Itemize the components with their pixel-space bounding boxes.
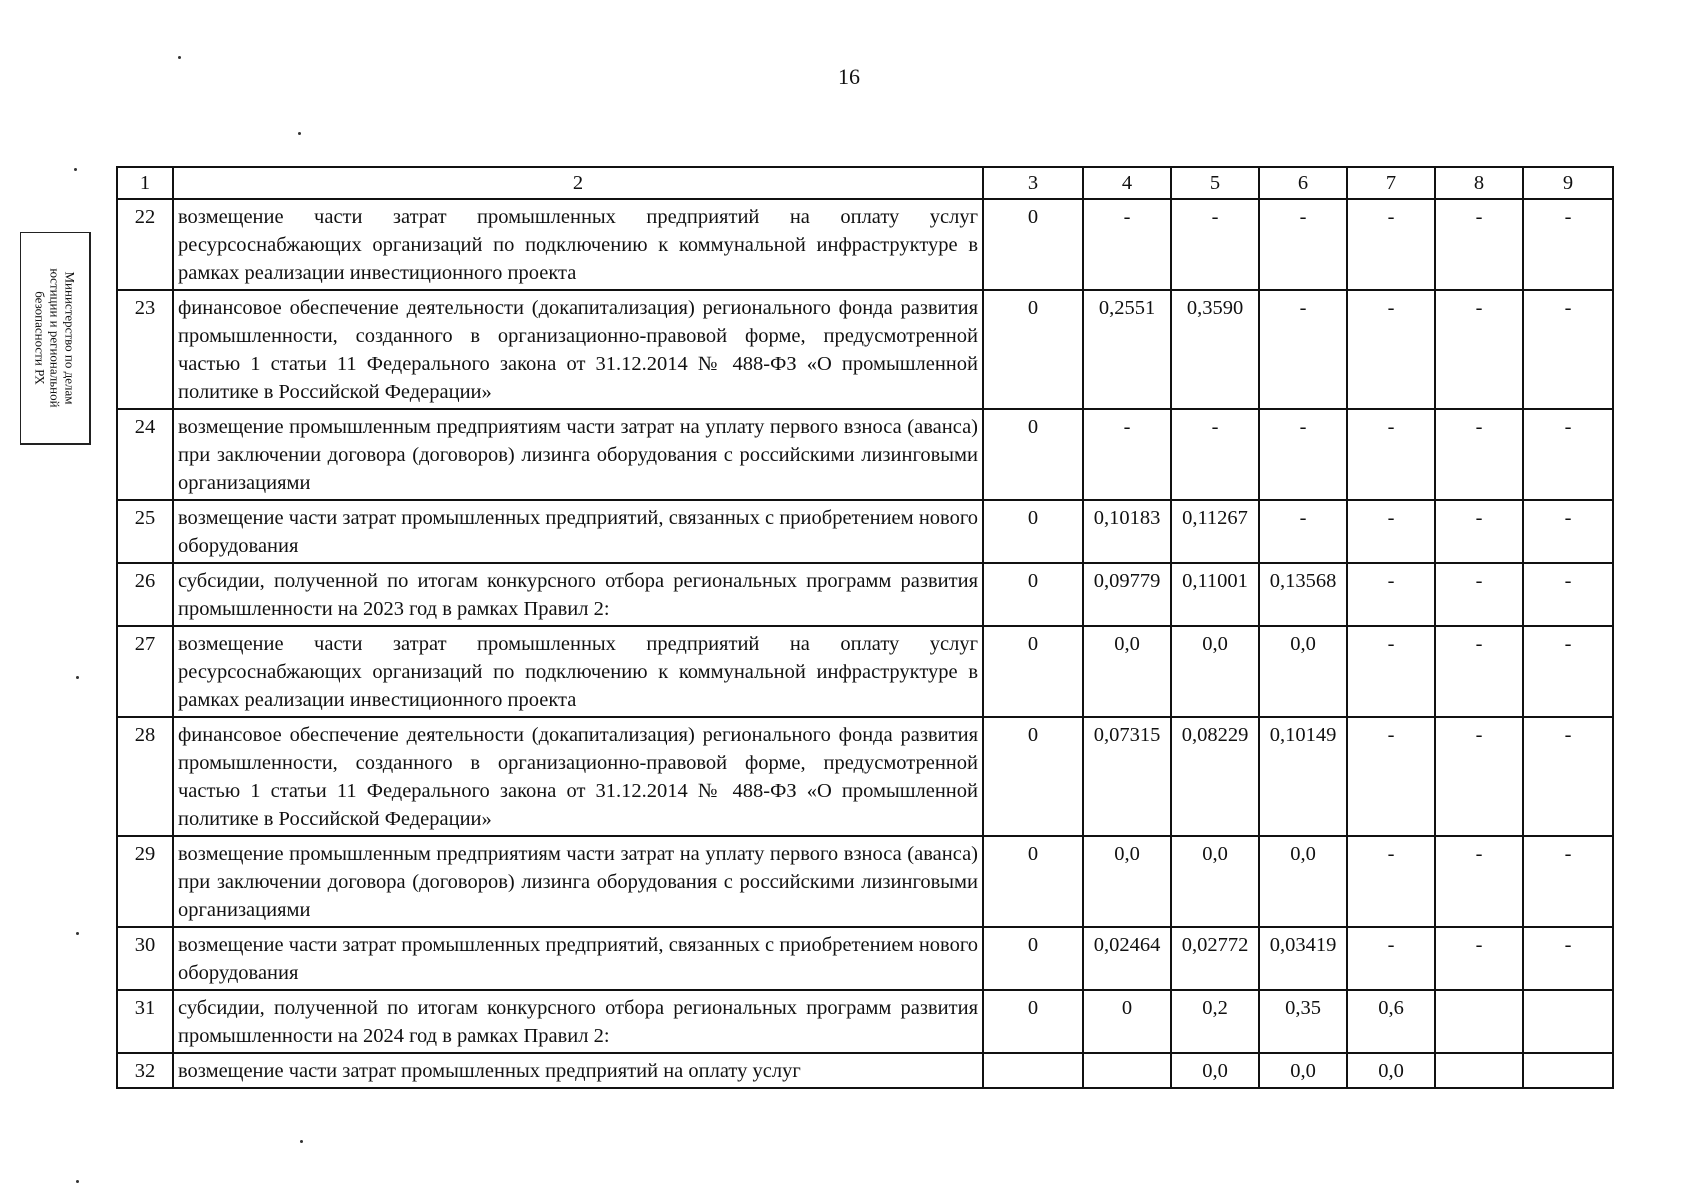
value-cell: - [1347, 500, 1435, 563]
value-cell [1435, 990, 1523, 1053]
value-cell: - [1171, 199, 1259, 290]
row-number: 23 [117, 290, 173, 409]
value-cell: 0,0 [1171, 1053, 1259, 1088]
value-cell: 0,6 [1347, 990, 1435, 1053]
table-row [117, 990, 1613, 1053]
value-cell: - [1259, 500, 1347, 563]
table-row [117, 290, 1613, 409]
value-cell: 0 [983, 409, 1083, 500]
row-description: возмещение части затрат промышленных предприятий, связанных с приобретением нового оборудования [173, 927, 983, 990]
value-cell: - [1523, 500, 1613, 563]
value-cell: 0,02464 [1083, 927, 1171, 990]
value-cell: - [1347, 563, 1435, 626]
row-description: возмещение промышленным предприятиям части затрат на уплату первого взноса (аванса) при заключении договора (договоров) лизинга оборудования с российскими лизинговыми организациями [173, 836, 983, 927]
scan-speck [76, 676, 79, 679]
table-body [117, 199, 1613, 1088]
value-cell: - [1259, 409, 1347, 500]
value-cell: 0,02772 [1171, 927, 1259, 990]
value-cell: - [1435, 563, 1523, 626]
table-row [117, 409, 1613, 500]
value-cell: 0,0 [1259, 1053, 1347, 1088]
value-cell: 0,0 [1171, 836, 1259, 927]
value-cell: 0,0 [1083, 836, 1171, 927]
value-cell: 0,0 [1347, 1053, 1435, 1088]
value-cell: - [1523, 409, 1613, 500]
value-cell: 0,2551 [1083, 290, 1171, 409]
row-description: финансовое обеспечение деятельности (докапитализация) регионального фонда развития промышленности, созданного в организационно-правовой форме, предусмотренной частью 1 статьи 11 Федерального закона от 31.12.2014 № 488-ФЗ «О промышленной политике в Российской Федерации» [173, 290, 983, 409]
value-cell: 0,11001 [1171, 563, 1259, 626]
column-header: 2 [173, 167, 983, 199]
row-number: 28 [117, 717, 173, 836]
value-cell: - [1435, 927, 1523, 990]
value-cell: - [1435, 500, 1523, 563]
column-header: 9 [1523, 167, 1613, 199]
row-number: 22 [117, 199, 173, 290]
scan-speck [298, 132, 301, 135]
header-row [117, 167, 1613, 199]
value-cell: 0,10149 [1259, 717, 1347, 836]
data-table [116, 166, 1614, 1089]
scan-speck [76, 932, 79, 935]
value-cell: - [1435, 290, 1523, 409]
value-cell: - [1083, 199, 1171, 290]
value-cell: 0,13568 [1259, 563, 1347, 626]
value-cell: 0 [983, 836, 1083, 927]
table-row [117, 199, 1613, 290]
value-cell: - [1435, 626, 1523, 717]
value-cell: 0,35 [1259, 990, 1347, 1053]
value-cell: - [1347, 409, 1435, 500]
value-cell: 0,10183 [1083, 500, 1171, 563]
value-cell: 0,0 [1083, 626, 1171, 717]
value-cell: 0,07315 [1083, 717, 1171, 836]
page-number: 16 [838, 64, 860, 89]
row-number: 29 [117, 836, 173, 927]
value-cell: - [1259, 290, 1347, 409]
value-cell: - [1347, 626, 1435, 717]
value-cell [1523, 1053, 1613, 1088]
column-header: 4 [1083, 167, 1171, 199]
row-number: 30 [117, 927, 173, 990]
table-row [117, 717, 1613, 836]
row-number: 24 [117, 409, 173, 500]
value-cell: - [1347, 290, 1435, 409]
value-cell: 0,03419 [1259, 927, 1347, 990]
value-cell: - [1435, 199, 1523, 290]
column-header: 3 [983, 167, 1083, 199]
column-header: 1 [117, 167, 173, 199]
value-cell: - [1523, 290, 1613, 409]
value-cell: - [1523, 626, 1613, 717]
value-cell: 0 [983, 717, 1083, 836]
table-row [117, 1053, 1613, 1088]
value-cell: - [1347, 927, 1435, 990]
row-number: 25 [117, 500, 173, 563]
row-number: 27 [117, 626, 173, 717]
row-description: возмещение промышленным предприятиям части затрат на уплату первого взноса (аванса) при заключении договора (договоров) лизинга оборудования с российскими лизинговыми организациями [173, 409, 983, 500]
value-cell: - [1523, 927, 1613, 990]
scan-speck [178, 56, 181, 59]
value-cell: - [1171, 409, 1259, 500]
scan-speck [74, 168, 77, 171]
value-cell: - [1259, 199, 1347, 290]
value-cell: - [1523, 836, 1613, 927]
value-cell [983, 1053, 1083, 1088]
value-cell: 0,09779 [1083, 563, 1171, 626]
value-cell: 0 [983, 563, 1083, 626]
value-cell: - [1435, 836, 1523, 927]
value-cell: 0 [983, 927, 1083, 990]
row-description: финансовое обеспечение деятельности (докапитализация) регионального фонда развития промышленности, созданного в организационно-правовой форме, предусмотренной частью 1 статьи 11 Федерального закона от 31.12.2014 № 488-ФЗ «О промышленной политике в Российской Федерации» [173, 717, 983, 836]
row-description: возмещение части затрат промышленных предприятий на оплату услуг [173, 1053, 983, 1088]
value-cell: - [1523, 563, 1613, 626]
value-cell [1083, 1053, 1171, 1088]
column-header: 7 [1347, 167, 1435, 199]
table-row [117, 836, 1613, 927]
value-cell: - [1347, 717, 1435, 836]
value-cell [1523, 990, 1613, 1053]
value-cell: - [1435, 717, 1523, 836]
value-cell: 0,11267 [1171, 500, 1259, 563]
row-description: возмещение части затрат промышленных предприятий на оплату услуг ресурсоснабжающих организаций по подключению к коммунальной инфраструктуре в рамках реализации инвестиционного проекта [173, 199, 983, 290]
value-cell: 0,0 [1259, 836, 1347, 927]
value-cell: 0 [983, 626, 1083, 717]
stamp-line: Министерство по делам [62, 271, 78, 405]
table-row [117, 563, 1613, 626]
value-cell: 0,08229 [1171, 717, 1259, 836]
column-header: 5 [1171, 167, 1259, 199]
registration-stamp [20, 232, 91, 445]
scan-speck [300, 1140, 303, 1143]
table-row [117, 500, 1613, 563]
value-cell: - [1523, 199, 1613, 290]
value-cell [1435, 1053, 1523, 1088]
stamp-line: юстиции и региональной [47, 268, 63, 408]
value-cell: - [1523, 717, 1613, 836]
value-cell: - [1435, 409, 1523, 500]
value-cell: 0 [983, 990, 1083, 1053]
value-cell: 0 [1083, 990, 1171, 1053]
value-cell: 0 [983, 500, 1083, 563]
stamp-line: безопасности РХ [32, 291, 48, 385]
value-cell: 0,0 [1259, 626, 1347, 717]
stamp-text [33, 235, 78, 441]
row-description: субсидии, полученной по итогам конкурсного отбора региональных программ развития промышленности на 2023 год в рамках Правил 2: [173, 563, 983, 626]
row-number: 32 [117, 1053, 173, 1088]
value-cell: - [1347, 199, 1435, 290]
table-row [117, 626, 1613, 717]
table-row [117, 927, 1613, 990]
value-cell: - [1083, 409, 1171, 500]
value-cell: 0,3590 [1171, 290, 1259, 409]
scan-speck [76, 1180, 79, 1183]
value-cell: 0,0 [1171, 626, 1259, 717]
column-header: 8 [1435, 167, 1523, 199]
value-cell: - [1347, 836, 1435, 927]
value-cell: 0 [983, 199, 1083, 290]
row-description: возмещение части затрат промышленных предприятий, связанных с приобретением нового оборудования [173, 500, 983, 563]
column-header: 6 [1259, 167, 1347, 199]
row-description: возмещение части затрат промышленных предприятий на оплату услуг ресурсоснабжающих организаций по подключению к коммунальной инфраструктуре в рамках реализации инвестиционного проекта [173, 626, 983, 717]
value-cell: 0,2 [1171, 990, 1259, 1053]
row-number: 31 [117, 990, 173, 1053]
table-header [117, 167, 1613, 199]
row-number: 26 [117, 563, 173, 626]
value-cell: 0 [983, 290, 1083, 409]
row-description: субсидии, полученной по итогам конкурсного отбора региональных программ развития промышленности на 2024 год в рамках Правил 2: [173, 990, 983, 1053]
